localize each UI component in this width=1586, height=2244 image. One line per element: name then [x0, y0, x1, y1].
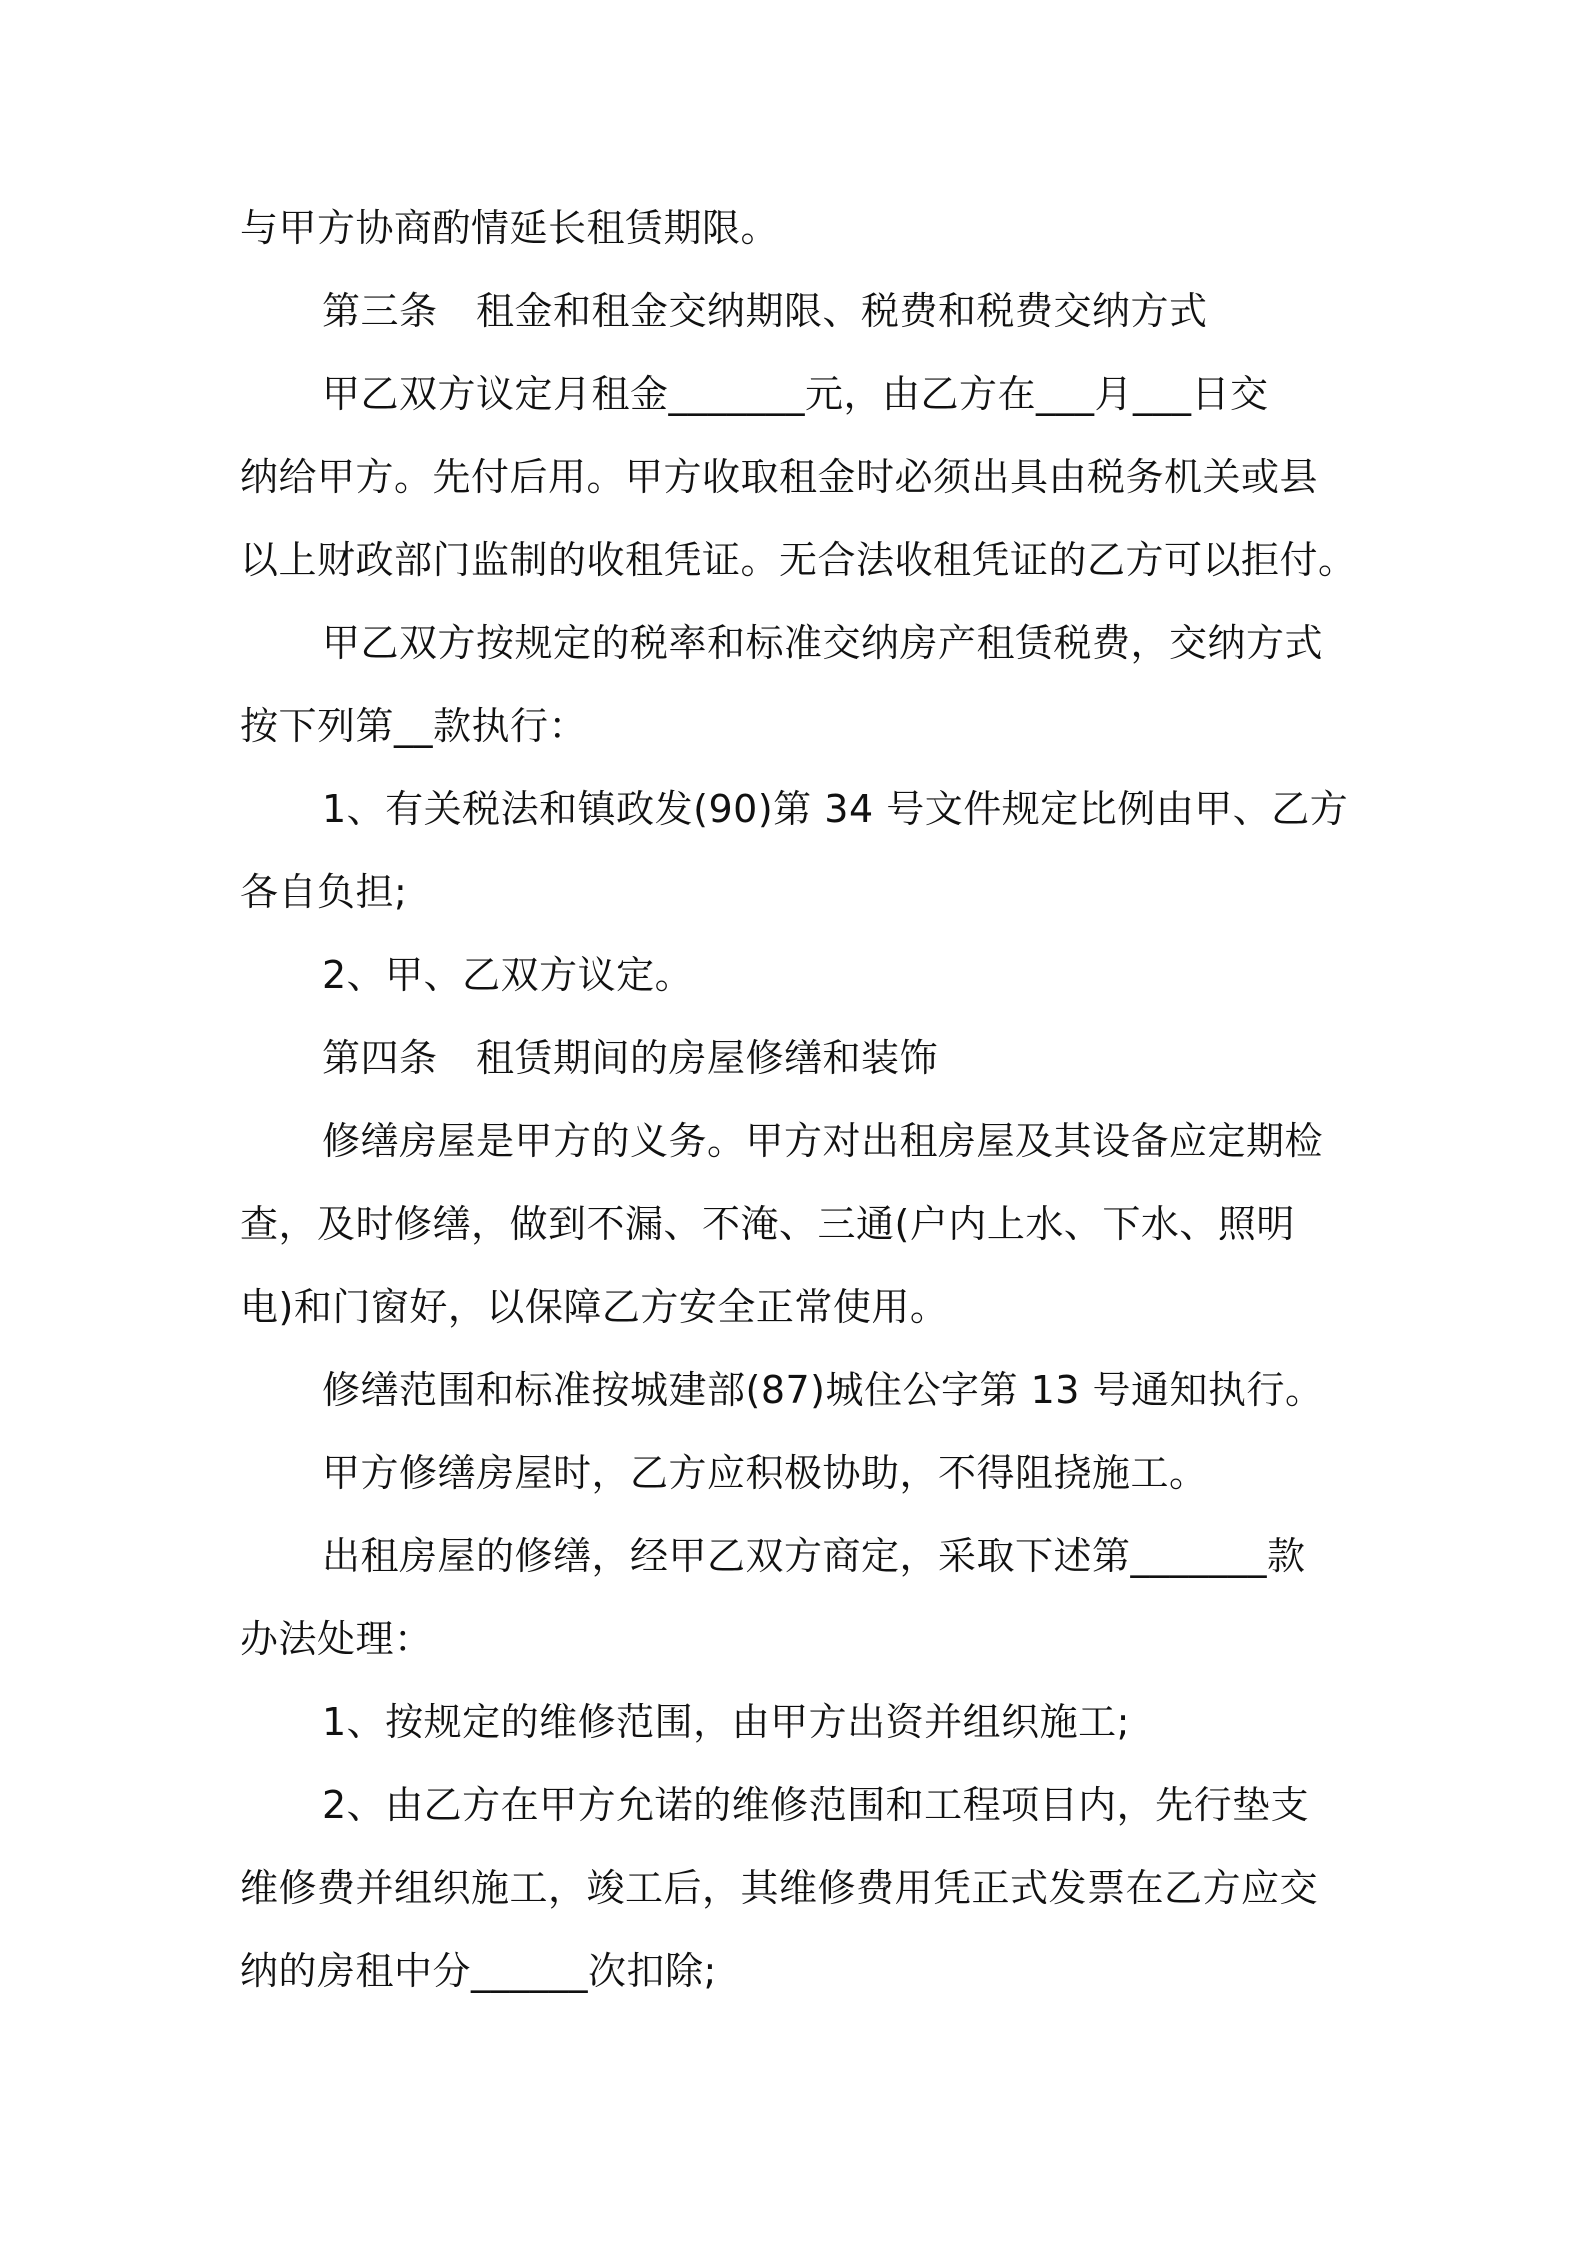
list-item: 2、由乙方在甲方允诺的维修范围和工程项目内，先行垫支 — [322, 1783, 1310, 1827]
text-line: 纳的房租中分______次扣除; — [240, 1949, 717, 1993]
text-line: 甲方修缮房屋时，乙方应积极协助，不得阻挠施工。 — [322, 1451, 1208, 1495]
text-line: 修缮房屋是甲方的义务。甲方对出租房屋及其设备应定期检 — [322, 1119, 1324, 1163]
text-line: 出租房屋的修缮，经甲乙双方商定，采取下述第_______款 — [322, 1534, 1306, 1578]
text-line: 按下列第__款执行： — [240, 704, 588, 748]
text-line: 修缮范围和标准按城建部(87)城住公字第 13 号通知执行。 — [322, 1368, 1324, 1412]
text-line: 电)和门窗好，以保障乙方安全正常使用。 — [240, 1285, 949, 1329]
text-line: 与甲方协商酌情延长租赁期限。 — [240, 206, 780, 250]
text-line: 甲乙双方议定月租金_______元，由乙方在___月___日交 — [322, 372, 1269, 416]
list-item: 1、按规定的维修范围，由甲方出资并组织施工; — [322, 1700, 1130, 1744]
text-line: 查，及时修缮，做到不漏、不淹、三通(户内上水、下水、照明 — [240, 1202, 1295, 1246]
text-line: 维修费并组织施工，竣工后，其维修费用凭正式发票在乙方应交 — [240, 1866, 1319, 1910]
text-line: 纳给甲方。先付后用。甲方收取租金时必须出具由税务机关或县 — [240, 455, 1319, 499]
article-heading: 第四条 租赁期间的房屋修缮和装饰 — [322, 1036, 939, 1080]
text-line: 以上财政部门监制的收租凭证。无合法收租凭证的乙方可以拒付。 — [240, 538, 1357, 582]
article-heading: 第三条 租金和租金交纳期限、税费和税费交纳方式 — [322, 289, 1208, 333]
text-line: 各自负担; — [240, 870, 408, 914]
text-line: 办法处理： — [240, 1617, 433, 1661]
list-item: 2、甲、乙双方议定。 — [322, 953, 694, 997]
list-item: 1、有关税法和镇政发(90)第 34 号文件规定比例由甲、乙方 — [322, 787, 1349, 831]
text-line: 甲乙双方按规定的税率和标准交纳房产租赁税费，交纳方式 — [322, 621, 1324, 665]
